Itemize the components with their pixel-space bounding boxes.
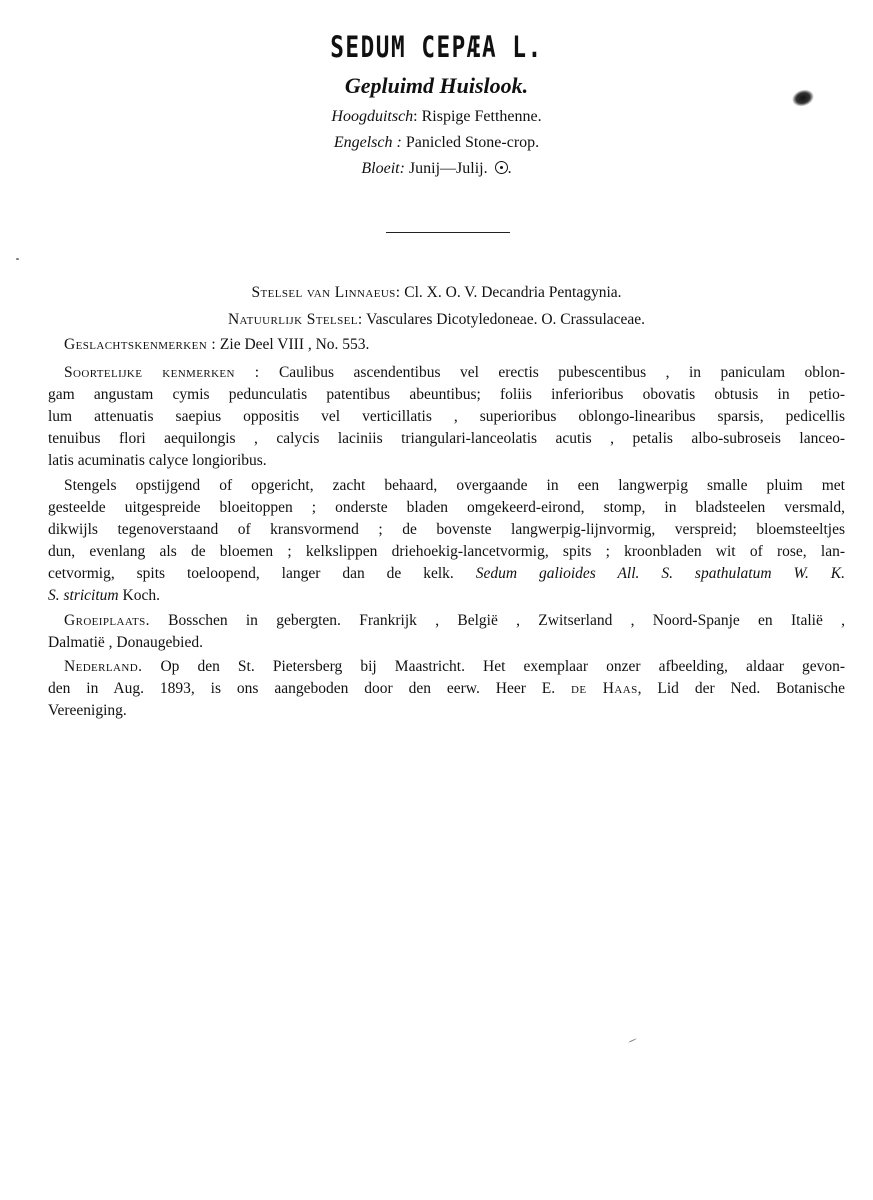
netherlands-line-1 xyxy=(64,656,845,678)
latin-line-5: latis acuminatis calyce longioribus. xyxy=(48,452,267,469)
netherlands-line-2-pre: den in Aug. 1893, is ons aangeboden door den eerw. Heer E. xyxy=(48,680,556,697)
paper-speck xyxy=(16,258,19,260)
annual-symbol-icon xyxy=(495,161,508,174)
habitat-text: Bosschen in gebergten. Frankrijk , België , Zwitserland , Noord-Spanje en Italië , xyxy=(168,612,845,629)
separator-rule xyxy=(386,232,510,233)
donor-name: de Haas xyxy=(571,680,638,697)
german-value: Rispige Fetthenne. xyxy=(421,108,542,125)
natural-system-line xyxy=(0,311,873,329)
synonym-3: S. stricitum xyxy=(48,587,119,604)
species-title: SEDUM CEPÆA L. xyxy=(330,30,543,64)
latin-line-3: lum attenuatis saepius oppositis vel verticillatis , superioribus oblongo-linearibus sparsis, pedicellis xyxy=(48,408,845,425)
flowering-line: Bloeit: Junij—Julij. . xyxy=(361,160,512,177)
dutch-line-6 xyxy=(48,585,845,607)
netherlands-line-2-post: , Lid der Ned. Botanische xyxy=(637,680,845,697)
latin-text: Caulibus ascendentibus vel erectis pubescentibus , in paniculam oblon- xyxy=(278,364,845,381)
genus-value: Zie Deel VIII , No. 553. xyxy=(219,336,370,353)
netherlands-line-3: Vereeniging. xyxy=(48,702,127,719)
dutch-line-5-text: cetvormig, spits toeloopend, langer dan de kelk. xyxy=(48,565,454,582)
flowering-value: Junij—Julij. xyxy=(408,160,488,177)
netherlands-text: Op den St. Pietersberg bij Maastricht. Het exemplaar onzer afbeelding, aldaar gevon- xyxy=(160,658,846,675)
dutch-line-2: gesteelde uitgespreide bloeitoppen ; onderste bladen omgekeerd-eirond, stomp, in bladsteelen versmald, xyxy=(48,499,845,516)
flowering-label: Bloeit: xyxy=(361,160,405,177)
english-label: Engelsch : xyxy=(333,134,402,151)
linnaeus-value: Cl. X. O. V. Decandria Pentagynia. xyxy=(404,284,622,301)
latin-line-4: tenuibus flori aequilongis , calycis laciniis triangulari-lanceolatis acutis , petalis albo-subroseis lanceo- xyxy=(48,430,845,447)
genus-characters-line xyxy=(64,336,369,354)
dutch-common-name: Gepluimd Huislook. xyxy=(344,73,529,98)
latin-line-2: gam angustam cymis pedunculatis patentibus abeuntibus; foliis inferioribus obovatis obtusis in petio- xyxy=(48,386,845,403)
synonym-3-author: Koch. xyxy=(122,587,160,604)
netherlands-label: Nederland. xyxy=(64,658,143,675)
dutch-line-4: dun, evenlang als de bloemen ; kelkslippen driehoekig-lancetvormig, spits ; kroonbladen wit of rose, lan- xyxy=(48,543,845,560)
dutch-line-5 xyxy=(48,563,845,585)
synonym-1: Sedum galioides All. xyxy=(475,565,640,582)
latin-line-1 xyxy=(64,362,845,384)
linnaeus-system-line xyxy=(0,284,873,302)
netherlands-line-2 xyxy=(48,678,845,700)
natural-value: Vasculares Dicotyledoneae. O. Crassulaceae. xyxy=(366,311,646,328)
german-name-line xyxy=(0,108,873,126)
natural-label: Natuurlijk Stelsel: xyxy=(227,311,363,328)
english-name-line xyxy=(0,134,873,152)
paper-speck xyxy=(628,1038,637,1043)
english-value: Panicled Stone-crop. xyxy=(405,134,540,151)
dutch-line-1: Stengels opstijgend of opgericht, zacht behaard, overgaande in een langwerpig smalle pluim met xyxy=(64,477,845,494)
dutch-line-3: dikwijls tegenoverstaand of kransvormend ; de bovenste langwerpig-lijnvormig, verspreid; bloemsteeltjes xyxy=(48,521,845,538)
synonym-2: S. spathulatum W. K. xyxy=(661,565,846,582)
colon-sep: : xyxy=(413,108,422,125)
linnaeus-label: Stelsel van Linnaeus: xyxy=(251,284,401,301)
german-label: Hoogduitsch xyxy=(331,108,414,125)
habitat-line-2: Dalmatië , Donaugebied. xyxy=(48,634,203,651)
habitat-line-1 xyxy=(64,610,845,632)
habitat-label: Groeiplaats. xyxy=(64,612,150,629)
latin-label: Soortelijke kenmerken : xyxy=(64,364,260,381)
genus-label: Geslachtskenmerken : xyxy=(64,336,217,353)
